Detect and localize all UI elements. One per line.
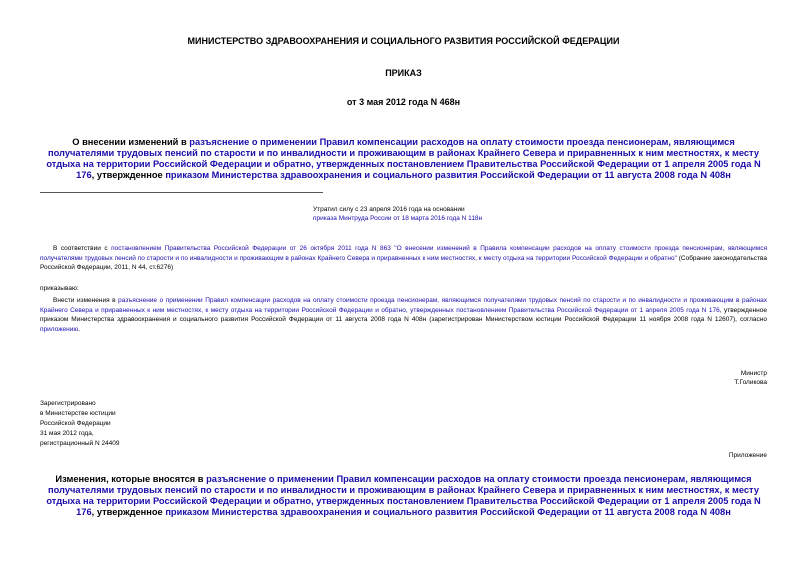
p3-end: . xyxy=(78,325,81,333)
p3-link-appendix[interactable]: приложению xyxy=(40,325,79,333)
ministry-heading: МИНИСТЕРСТВО ЗДРАВООХРАНЕНИЯ И СОЦИАЛЬНОГО РАЗВИТИЯ РОССИЙСКОЙ ФЕДЕРАЦИИ xyxy=(187,36,620,46)
void-note-link[interactable]: приказа Минтруда России от 18 марта 2016 года N 118н xyxy=(313,215,483,222)
registration-line: регистрационный N 24409 xyxy=(40,440,120,447)
paragraph-basis xyxy=(40,244,767,273)
void-note-line1: Утратил силу с 23 апреля 2016 года на основании xyxy=(313,206,465,213)
order-date: от 3 мая 2012 года N 468н xyxy=(346,97,461,107)
p3-link-clarification[interactable]: разъяснение о применении Правил компенсации расходов на оплату стоимости проезда пенсионерам, являющимся получателями трудовых пенсий по старости и по инвалидности и проживающим в районах Крайнего Севера и приравненных к ним местностях, к месту отдыха на территории Российской Федерации и обратно, утвержденных постановлением Правительства Российской Федерации от 1 апреля 2005 года N 176 xyxy=(40,297,767,314)
title-prefix: О внесении изменений в xyxy=(72,137,190,147)
title-middle: , утвержденное xyxy=(91,170,166,180)
title-link-order-408n[interactable]: приказом Министерства здравоохранения и социального развития Российской Федерации от 11 августа 2008 года N 408н xyxy=(165,170,731,180)
paragraph-amendment xyxy=(40,296,767,334)
p1-prefix: В соответствии с xyxy=(53,245,112,252)
appendix-title-prefix: Изменения, которые вносятся в xyxy=(55,474,207,484)
registration-line: Российской Федерации xyxy=(40,420,111,427)
p1-suffix: (Собрание законодательства Российской Федерации, 2011, N 44, ст.6276) xyxy=(40,254,767,272)
title-link-clarification[interactable]: разъяснение о применении Правил компенсации расходов на оплату стоимости проезда пенсионерам, являющимся получателями трудовых пенсий по старости и по инвалидности и проживающим в районах Крайнего Севера и приравненных к ним местностях, к месту отдыха на территории Российской Федерации и обратно, утвержденных постановлением Правительства Российской Федерации от 1 апреля 2005 года N 176 xyxy=(46,137,761,180)
divider-line xyxy=(40,192,323,193)
registration-line: в Министерстве юстиции xyxy=(40,410,116,417)
p3-middle: , утвержденное приказом Министерства здравоохранения и социального развития Российской Федерации от 11 августа 2008 года N 408н (зарегистрирован Министерством юстиции Российской Федерации 11 ноября 2008 года N 12607), согласно xyxy=(40,306,767,324)
ordered-label: приказываю: xyxy=(40,285,79,292)
appendix-title xyxy=(40,474,767,518)
appendix-title-middle: , утвержденное xyxy=(91,507,166,517)
registration-line: 31 мая 2012 года, xyxy=(40,430,94,437)
document-title xyxy=(40,137,767,181)
p3-prefix: Внести изменения в xyxy=(53,297,119,304)
appendix-link-clarification[interactable]: разъяснение о применении Правил компенсации расходов на оплату стоимости проезда пенсионерам, являющимся получателями трудовых пенсий по старости и по инвалидности и проживающим в районах Крайнего Севера и приравненных к ним местностях, к месту отдыха на территории Российской Федерации и обратно, утвержденных постановлением Правительства Российской Федерации от 1 апреля 2005 года N 176 xyxy=(46,474,761,517)
order-heading: ПРИКАЗ xyxy=(385,68,422,78)
signature-name: Т.Голикова xyxy=(734,379,767,386)
appendix-label: Приложение xyxy=(728,452,767,459)
signature-position: Министр xyxy=(740,370,767,377)
registration-block xyxy=(40,399,120,449)
registration-line: Зарегистрировано xyxy=(40,400,96,407)
appendix-link-order-408n[interactable]: приказом Министерства здравоохранения и социального развития Российской Федерации от 11 августа 2008 года N 408н xyxy=(165,507,731,517)
p1-link-decree-863[interactable]: постановлением Правительства Российской Федерации от 26 октября 2011 года N 863 "О внесении изменений в Правила компенсации расходов на оплату стоимости проезда пенсионерам, являющимся получателями трудовых пенсий по старости и по инвалидности и проживающим в районах Крайнего Севера и приравненных к ним местностях, к месту отдыха на территории Российской Федерации и обратно" xyxy=(40,245,767,262)
